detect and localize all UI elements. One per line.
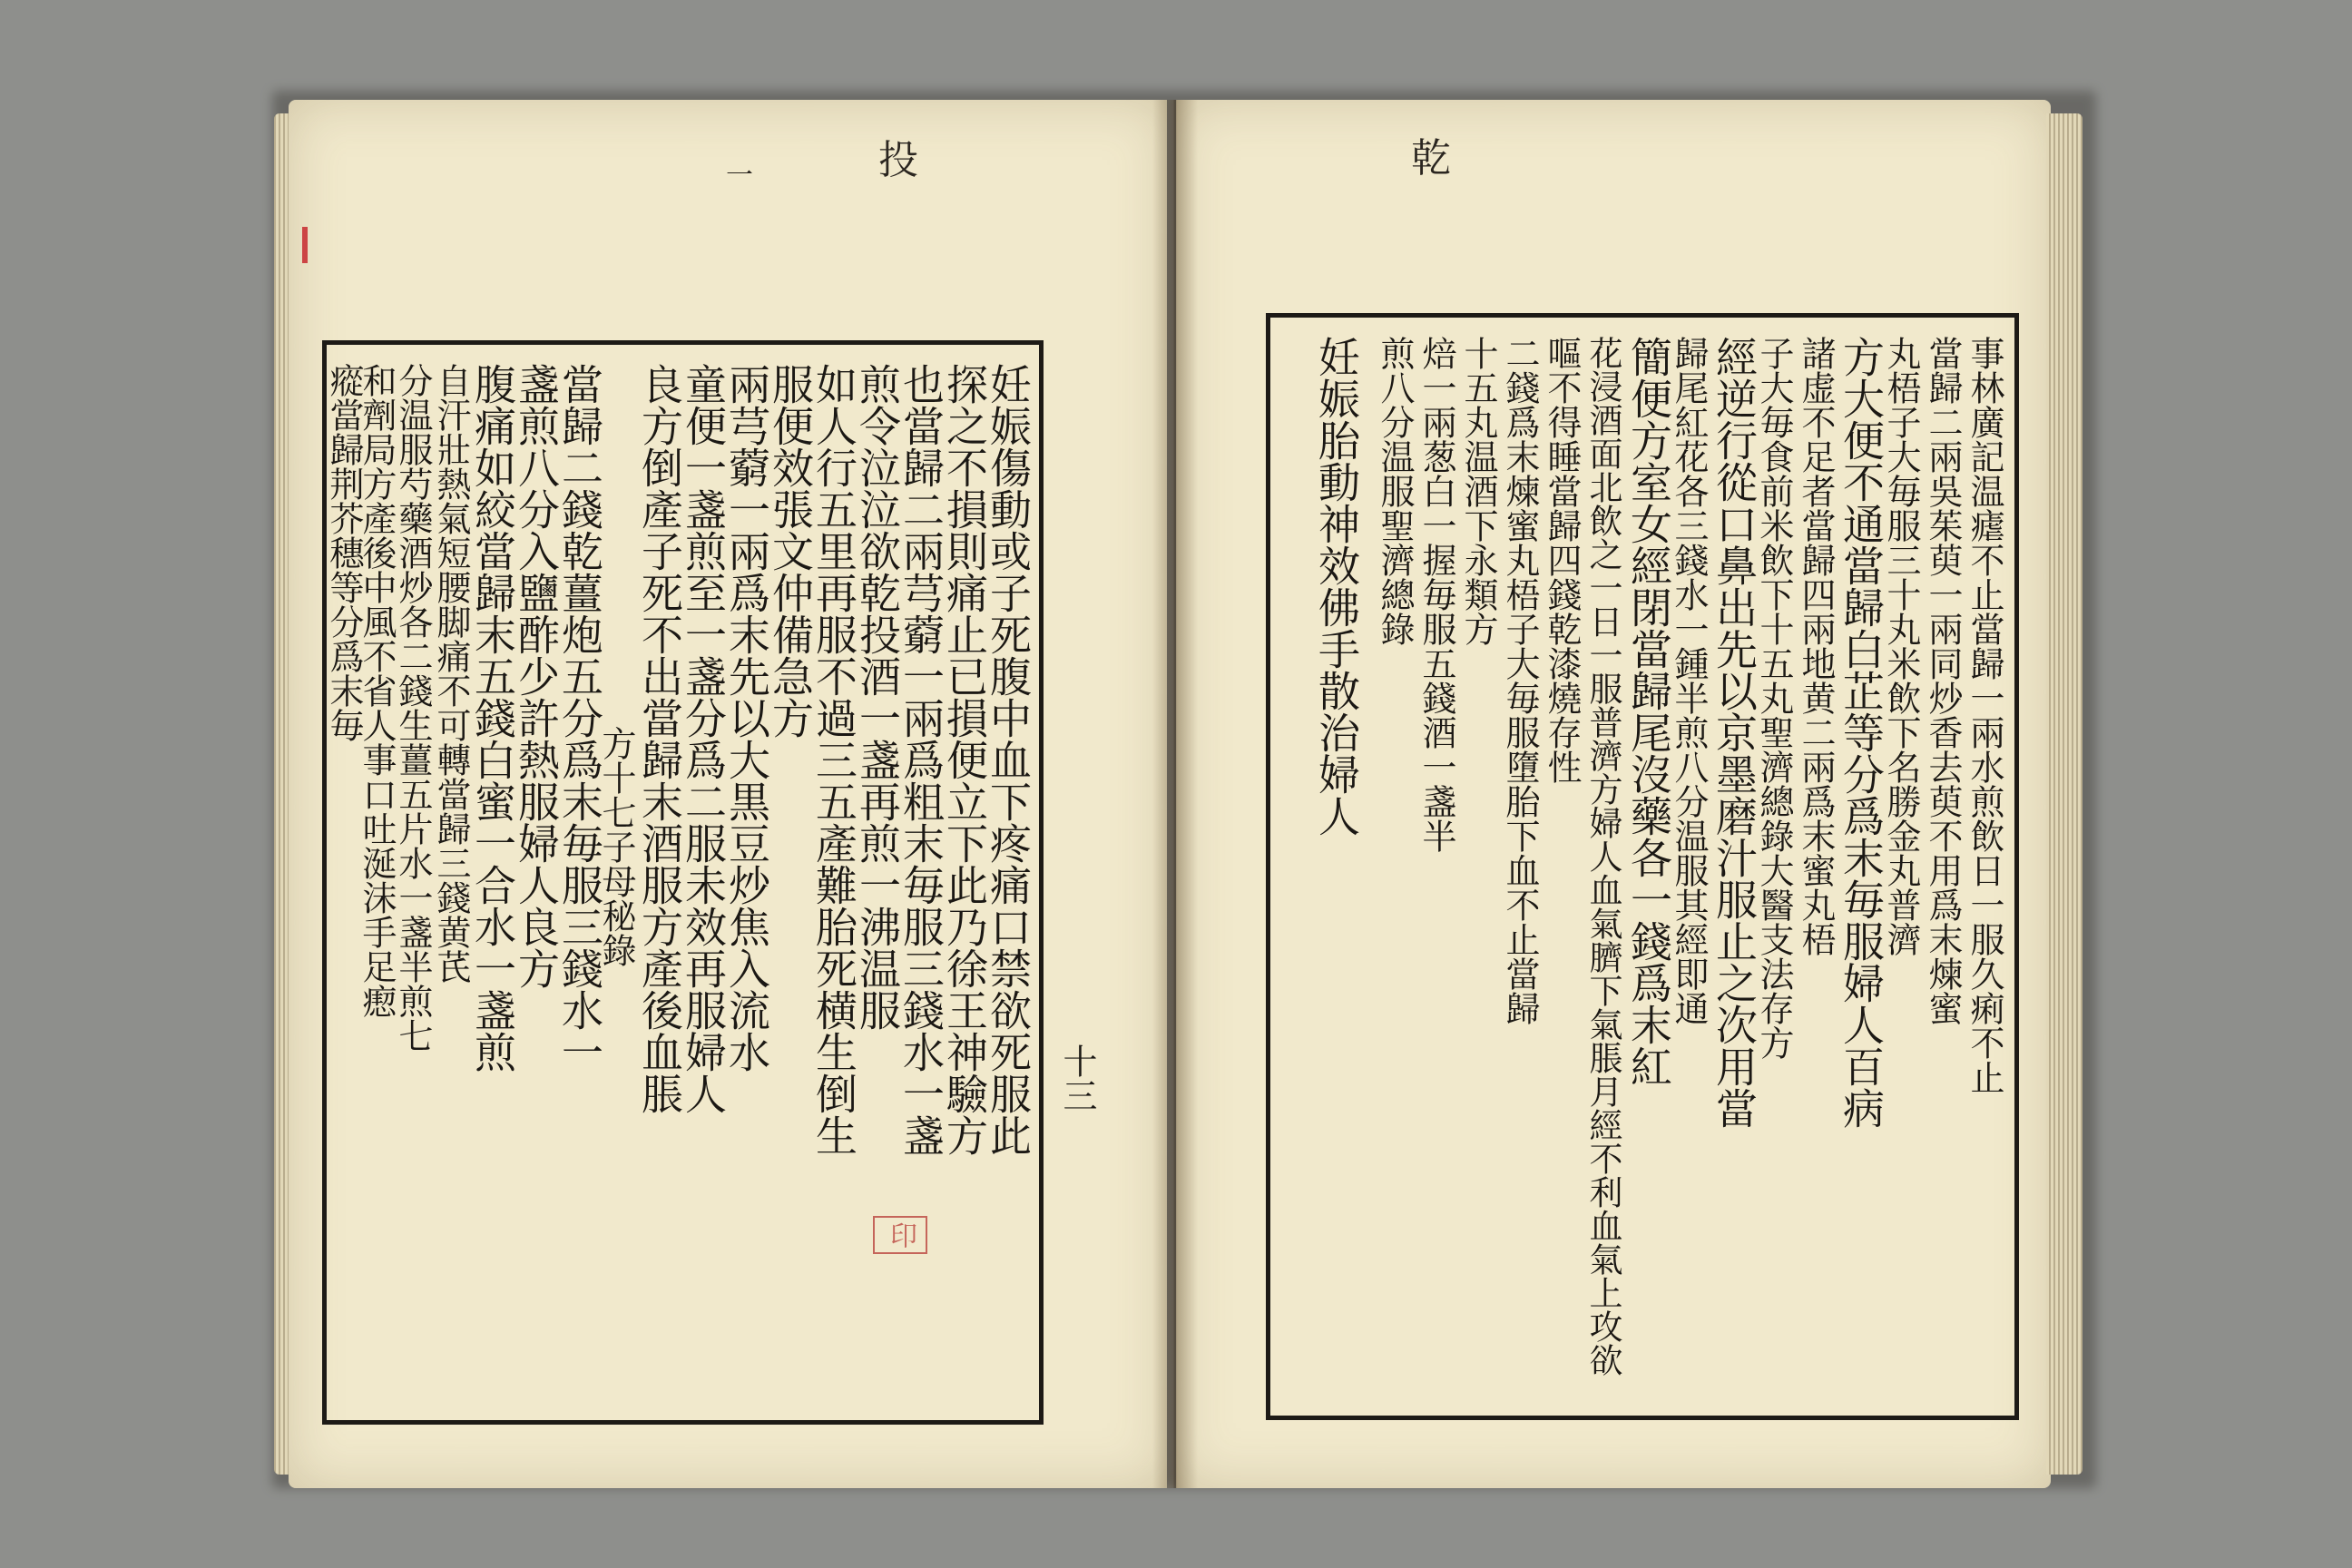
- text-column: 當歸二錢乾薑炮五分爲末毎服三錢水一: [555, 363, 604, 1073]
- text-column: 妊娠傷動或子死腹中血下疼痛口禁欲死服此: [984, 363, 1033, 1156]
- right-folio: 乾: [1411, 135, 1451, 181]
- text-column: 盞煎八分入鹽酢少許熱服婦人良方: [512, 363, 561, 989]
- red-tab-mark: [302, 227, 308, 263]
- text-column: 服便效張文仲備急方: [766, 363, 815, 739]
- text-column: 事林廣記温瘧不止當歸一兩水煎飲日一服久痢不止: [1965, 336, 2004, 1094]
- text-column: 如人行五里再服不過三五產難胎死横生倒生: [809, 363, 858, 1156]
- text-column: 兩芎藭一兩爲末先以大黒豆炒焦入流水: [722, 363, 771, 1073]
- left-text-frame: [322, 340, 1044, 1425]
- text-column: 煎八分温服聖濟總錄: [1375, 336, 1415, 646]
- text-column: 方十七子母秘錄: [596, 726, 636, 967]
- right-text-frame: [1266, 313, 2019, 1420]
- left-page-number: 十三: [1057, 1044, 1097, 1112]
- text-column: 歸尾紅花各三錢水一鍾半煎八分温服其經即通: [1669, 336, 1709, 1025]
- text-column: 方大便不通當歸白芷等分爲末毎服婦人百病: [1837, 336, 1886, 1129]
- left-folio-dash: 一: [726, 160, 753, 191]
- text-column: 經逆行從口鼻出先以京墨磨汁服止之次用當: [1710, 336, 1759, 1129]
- text-column: 花浸酒面北飲之一日一服普濟方婦人血氣臍下氣脹月經不利血氣上攻欲: [1583, 336, 1622, 1377]
- text-column: 十五丸温酒下永類方: [1458, 336, 1498, 646]
- red-seal-stamp: 印: [873, 1216, 927, 1254]
- text-column: 焙一兩葱白一握毎服五錢酒一盞半: [1416, 336, 1456, 853]
- text-column: 簡便方室女經閉當歸尾沒藥各一錢爲末紅: [1624, 336, 1673, 1087]
- text-column: 二錢爲末煉蜜丸梧子大毎服墮胎下血不止當歸: [1500, 336, 1540, 1025]
- text-column: 諸虚不足者當歸四兩地黄二兩爲末蜜丸梧: [1796, 336, 1836, 956]
- text-column: 和劑局方產後中風不省人事口吐涎沫手足瘛: [357, 363, 397, 1018]
- text-column: 也當歸二兩芎藭一兩爲粗末毎服三錢水一盞: [897, 363, 946, 1156]
- text-column: 子大毎食前米飲下十五丸聖濟總錄大醫支法存方: [1754, 336, 1794, 1060]
- text-column: 分温服芍藥酒炒各二錢生薑五片水一盞半煎七: [393, 363, 433, 1053]
- book-gutter: [1152, 100, 1198, 1488]
- text-column: 腹痛如絞當歸末五錢白蜜一合水一盞煎: [468, 363, 517, 1073]
- text-column: 嘔不得睡當歸四錢乾漆燒存性: [1542, 336, 1582, 784]
- text-column: 良方倒產子死不出當歸末酒服方產後血脹: [635, 363, 684, 1114]
- text-column: 丸梧子大毎服三十丸米飲下名勝金丸普濟: [1881, 336, 1921, 956]
- text-column: 煎令泣泣欲乾投酒一盞再煎一沸温服: [853, 363, 902, 1031]
- text-column: 瘲當歸荆芥穗等分爲末毎: [324, 363, 364, 742]
- text-column: 妊娠胎動神效佛手散治婦人: [1312, 336, 1361, 837]
- text-column: 探之不損則痛止已損便立下此乃徐王神驗方: [940, 363, 989, 1156]
- text-column: 童便一盞煎至一盞分爲二服未效再服婦人: [679, 363, 728, 1114]
- left-folio: 投: [878, 137, 918, 183]
- text-column: 當歸二兩吳茱萸一兩同炒香去萸不用爲末煉蜜: [1923, 336, 1963, 1025]
- right-page-edges: [2046, 113, 2082, 1475]
- text-column: 自汗壯熱氣短腰脚痛不可轉當歸三錢黄芪: [431, 363, 471, 984]
